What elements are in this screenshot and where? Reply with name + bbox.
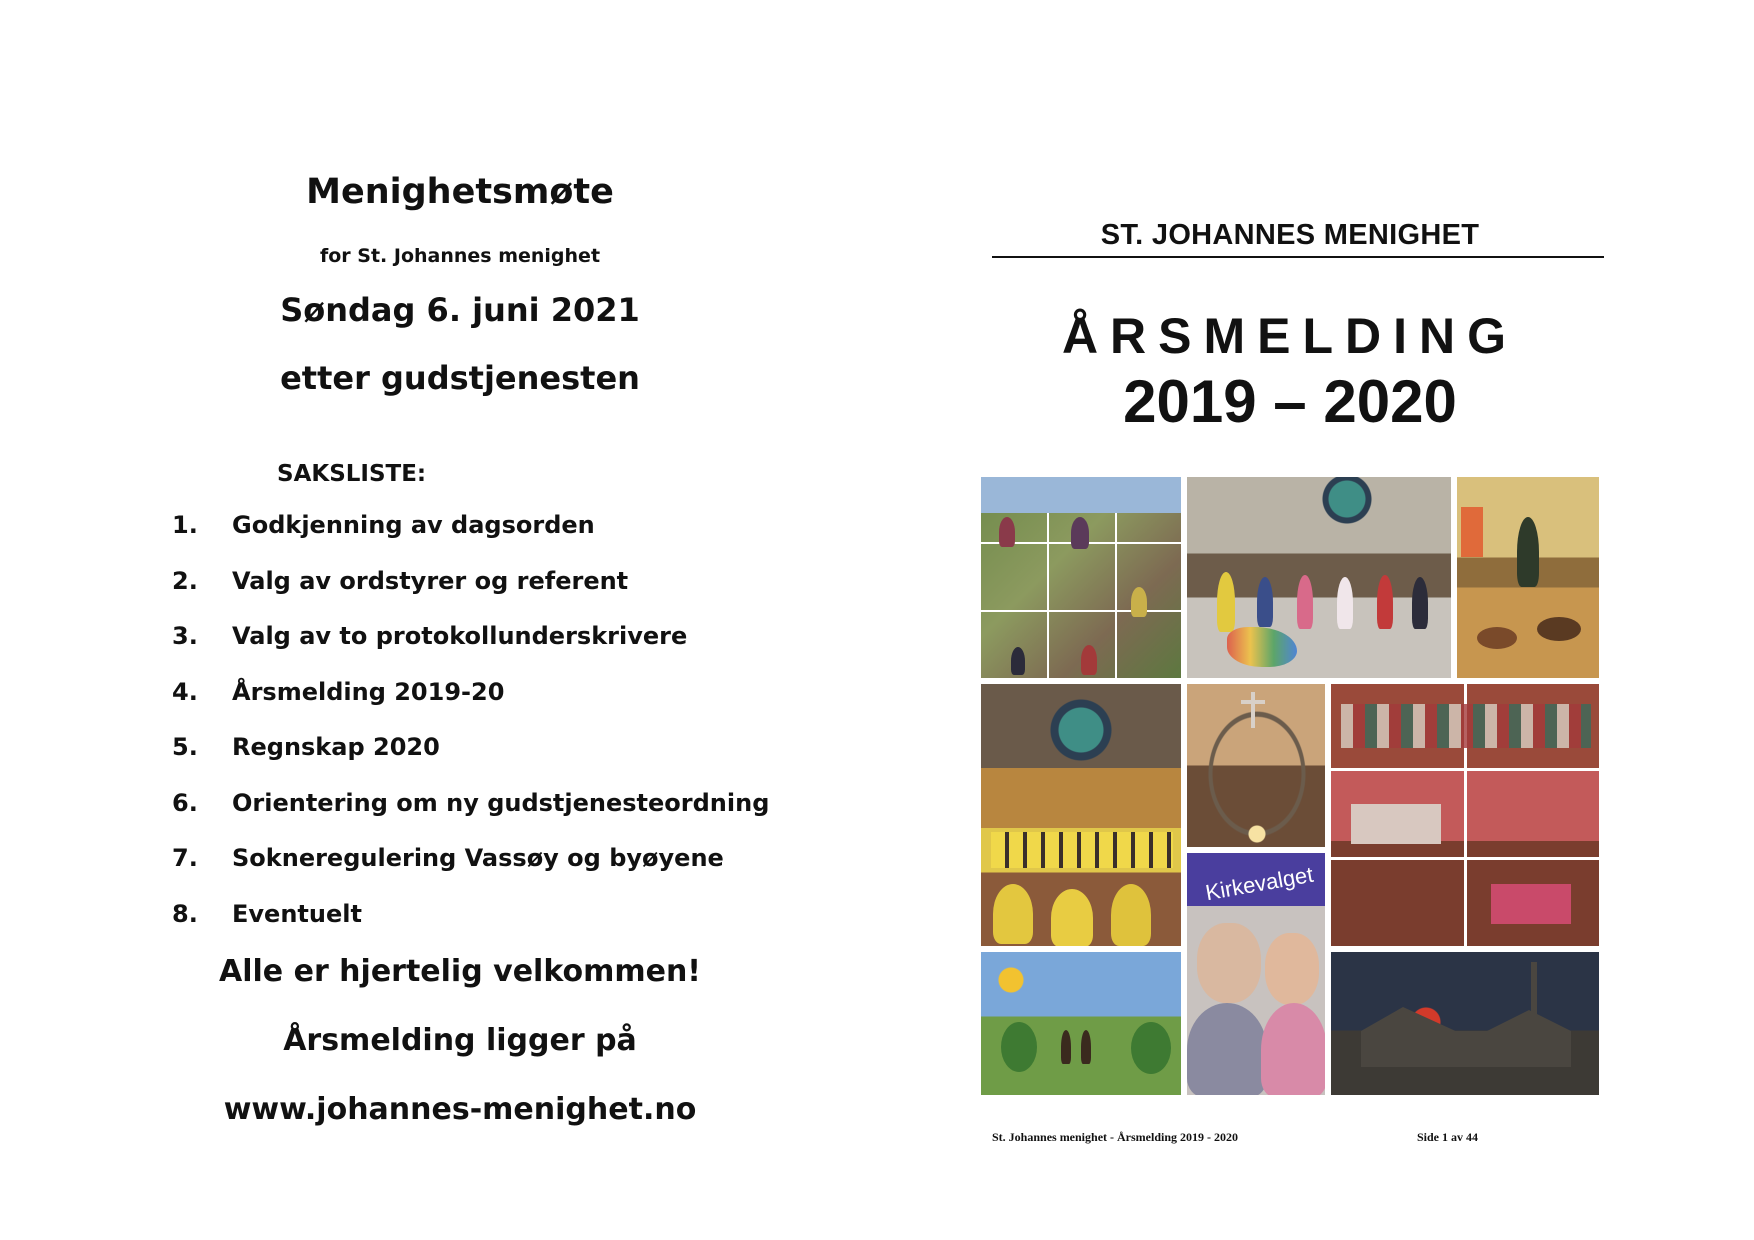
- agenda-item-number: 4.: [172, 677, 198, 706]
- agenda-item: [172, 733, 769, 789]
- agenda-heading: SAKSLISTE:: [277, 461, 427, 487]
- agenda-item: [172, 511, 769, 567]
- photo-hiking-group: [980, 476, 1182, 679]
- agenda-item-text: Valg av ordstyrer og referent: [232, 566, 629, 595]
- welcome-text: Alle er hjertelig velkommen!: [219, 954, 701, 989]
- agenda-item-text: Regnskap 2020: [232, 733, 440, 761]
- agenda-item-text: Årsmelding 2019-20: [232, 677, 505, 706]
- agenda-item-text: Eventuelt: [232, 899, 362, 928]
- meeting-time-note: etter gudstjenesten: [280, 359, 640, 397]
- agenda-item: [172, 844, 769, 900]
- agenda-item-number: 6.: [172, 788, 198, 817]
- agenda-item: [172, 567, 769, 623]
- photo-food-table: [1456, 476, 1600, 679]
- photo-candle-globe: [1186, 683, 1326, 848]
- agenda-item: [172, 678, 769, 734]
- agenda-item-text: Sokneregulering Vassøy og byøyene: [232, 844, 724, 872]
- agenda-item-number: 3.: [172, 622, 198, 650]
- website-link[interactable]: www.johannes-menighet.no: [223, 1092, 697, 1127]
- report-location-text: Årsmelding ligger på: [283, 1023, 637, 1058]
- agenda-item: [172, 900, 769, 956]
- agenda-item-number: 7.: [172, 844, 198, 872]
- agenda-item-text: Valg av to protokollunderskrivere: [232, 622, 688, 650]
- agenda-item-text: Orientering om ny gudstjenesteordning: [232, 788, 770, 817]
- photo-choir-church: [980, 683, 1182, 947]
- photo-christmas-market: [1330, 683, 1600, 947]
- agenda-item-number: 1.: [172, 511, 198, 539]
- cover-divider: [992, 256, 1604, 258]
- cover-footer-title: St. Johannes menighet - Årsmelding 2019 - 2020: [992, 1130, 1239, 1144]
- election-banner-text: Kirkevalget: [1203, 861, 1316, 906]
- agenda-list: [172, 511, 769, 955]
- agenda-item-number: 5.: [172, 733, 198, 761]
- agenda-item-number: 8.: [172, 899, 198, 928]
- annual-report-cover: [980, 0, 1620, 1240]
- agenda-item-text: Godkjenning av dagsorden: [232, 511, 595, 539]
- notice-subtitle: for St. Johannes menighet: [319, 245, 601, 267]
- photo-church-night: [1330, 951, 1600, 1096]
- photo-collage: [980, 476, 1600, 1096]
- notice-title: Menighetsmøte: [306, 172, 614, 212]
- photo-stage-performance: [1186, 476, 1452, 679]
- cover-heading: ÅRSMELDING: [1061, 308, 1519, 364]
- cover-organization: ST. JOHANNES MENIGHET: [1100, 219, 1480, 251]
- agenda-item-number: 2.: [172, 566, 198, 595]
- agenda-item: [172, 622, 769, 678]
- cover-page-number: Side 1 av 44: [1417, 1130, 1479, 1144]
- cover-years: 2019 – 2020: [1123, 368, 1457, 435]
- photo-children-painting: [980, 951, 1182, 1096]
- photo-church-election: [1186, 852, 1326, 1096]
- meeting-date: Søndag 6. juni 2021: [280, 291, 640, 329]
- agenda-item: [172, 789, 769, 845]
